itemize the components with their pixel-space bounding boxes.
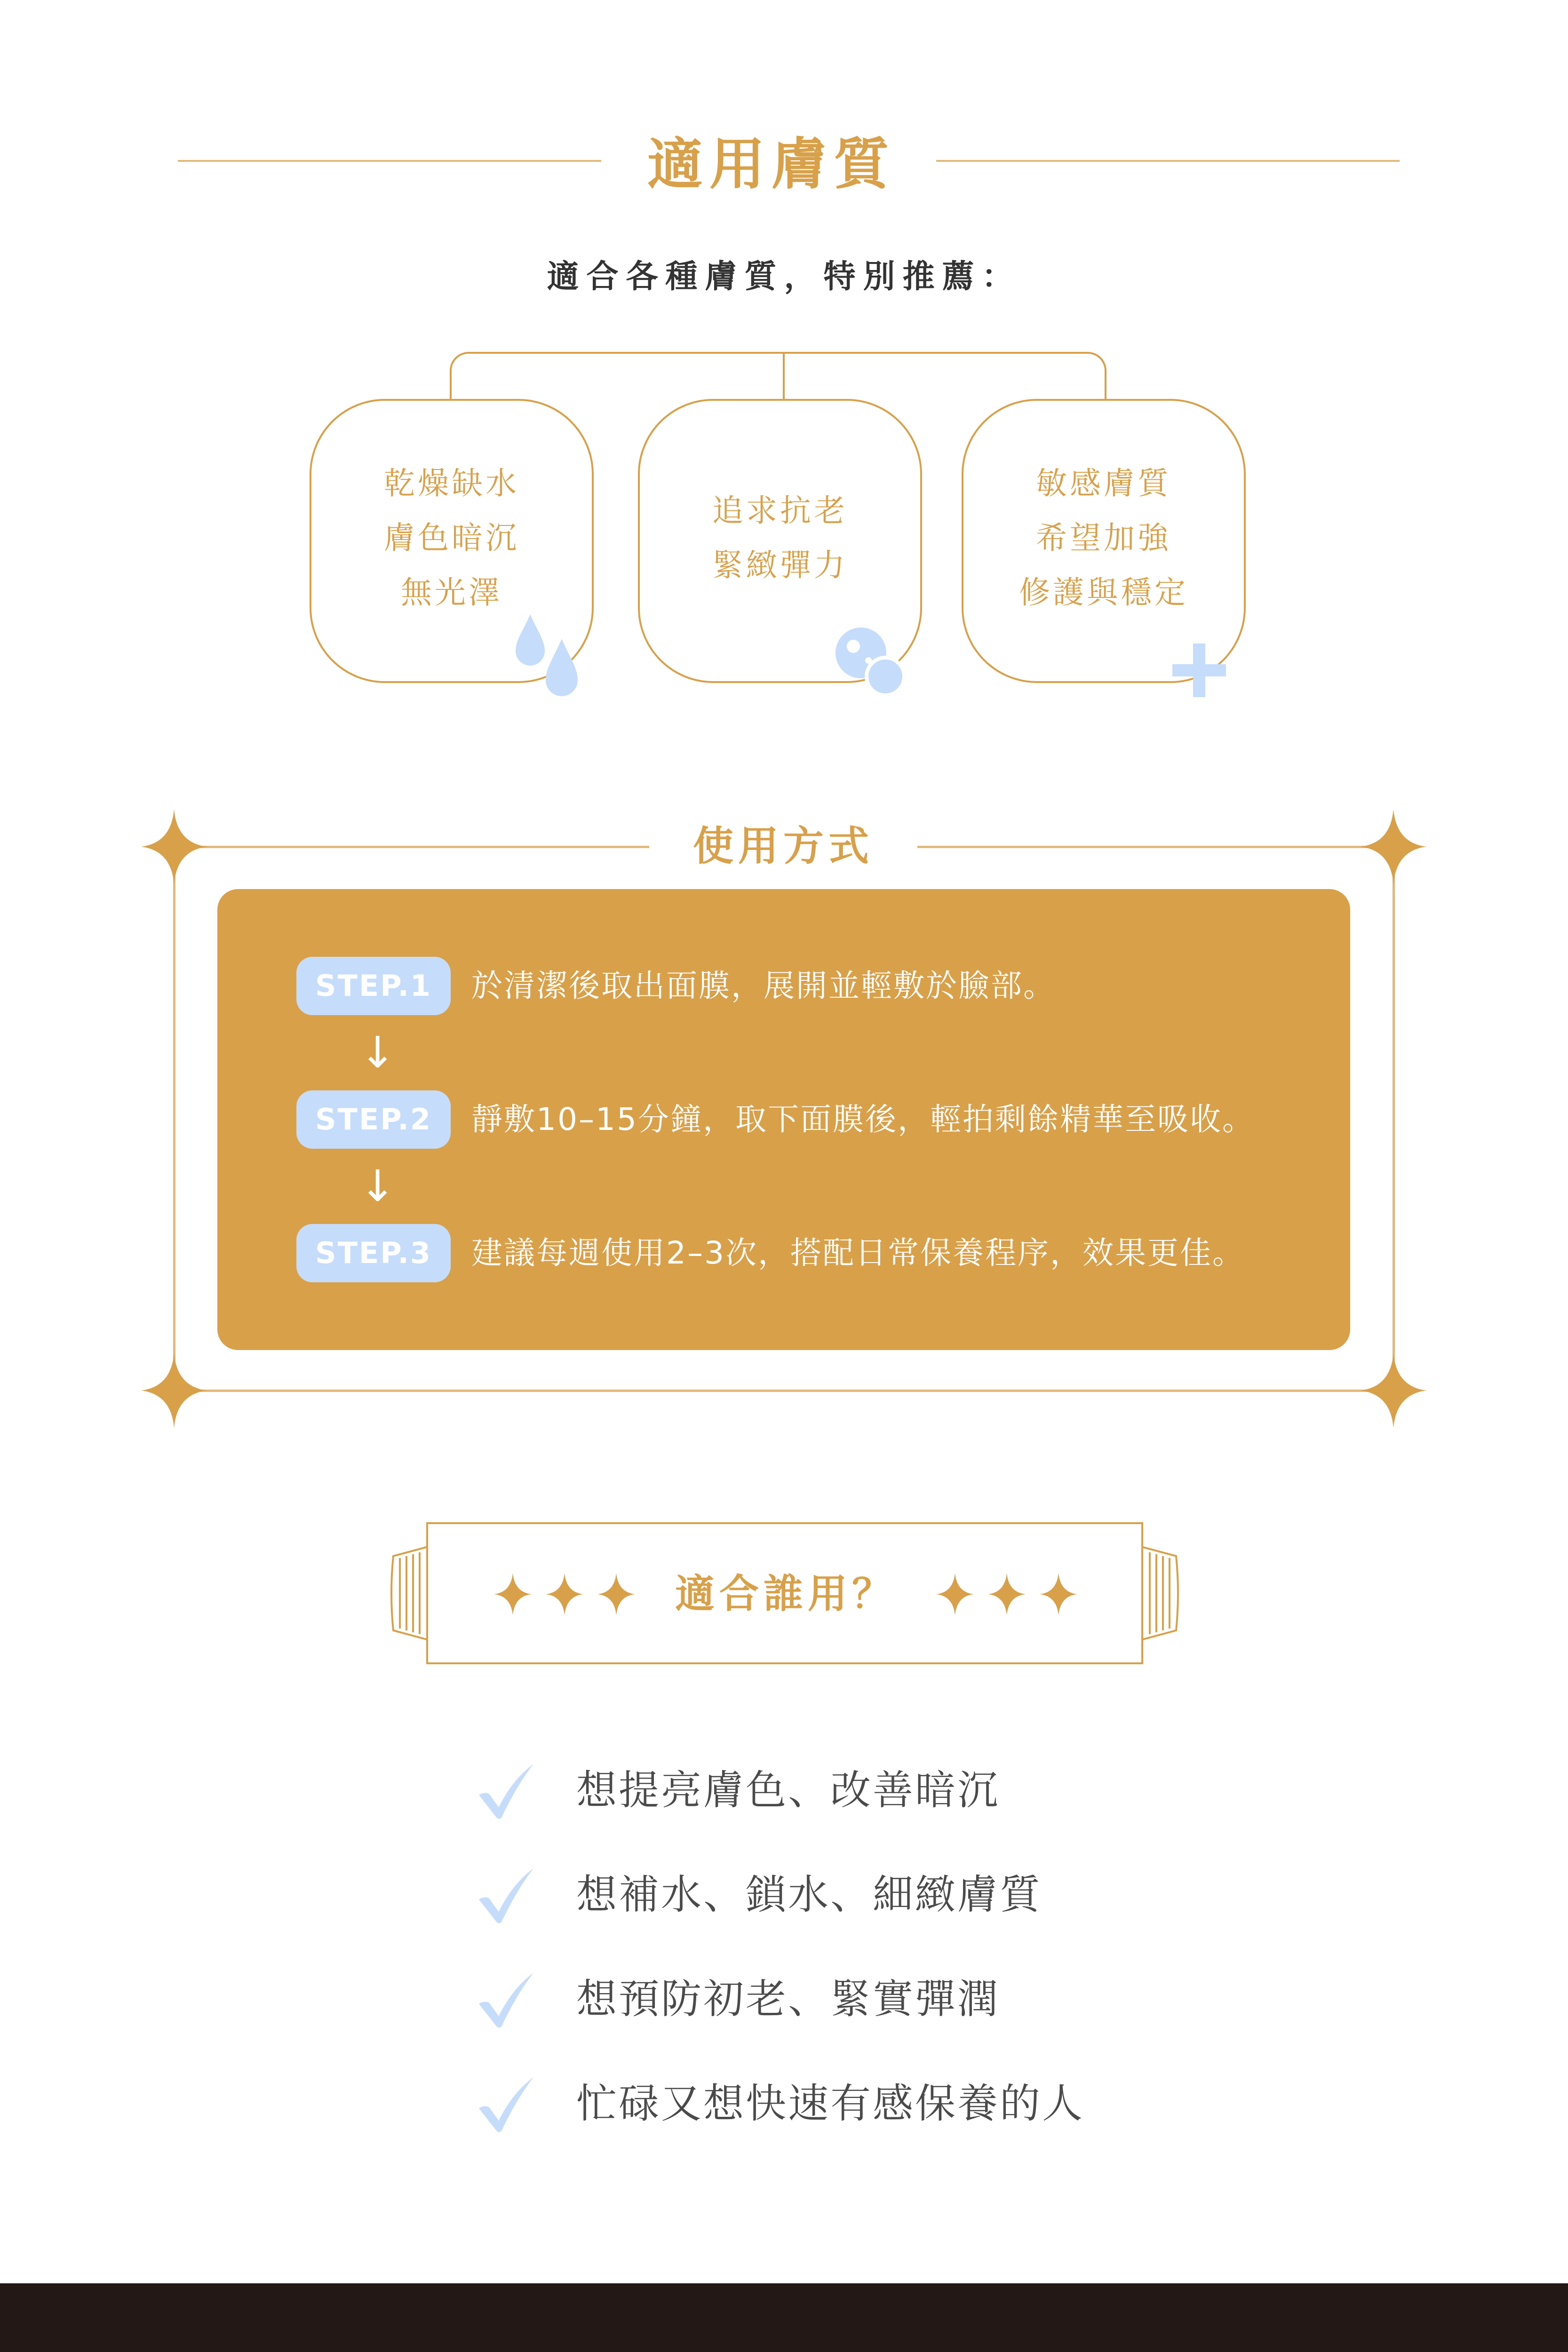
sparkle-corner-icon	[141, 1353, 207, 1428]
sparkle-icon	[494, 1573, 635, 1615]
card-connector	[450, 352, 1106, 401]
banner-right-ribs-icon	[1141, 1546, 1181, 1641]
who-section-title: 適合誰用？	[675, 1571, 896, 1617]
plus-icon	[1169, 640, 1230, 701]
who-banner	[426, 1522, 1143, 1664]
who-list-text: 忙碌又想快速有感保養的人	[576, 2080, 1084, 2127]
frame-bottom	[174, 1390, 1393, 1392]
step-text: 靜敷10–15分鐘，取下面膜後，輕拍剩餘精華至吸收。	[471, 1101, 1255, 1137]
step-text: 於清潔後取出面膜，展開並輕敷於臉部。	[471, 968, 1056, 1004]
checkmark-icon	[475, 1865, 536, 1925]
skin-card-line: 膚色暗沉	[384, 520, 519, 556]
water-drops-icon	[509, 610, 584, 704]
title-rule-left	[178, 160, 601, 162]
who-list-item	[475, 1862, 1181, 1928]
skin-card-line: 修護與穩定	[1019, 574, 1188, 611]
bubbles-icon	[832, 625, 907, 700]
who-list-text: 想預防初老、緊實彈潤	[576, 1976, 1000, 2023]
title-rule-right	[936, 160, 1400, 162]
checkmark-icon	[475, 2074, 536, 2134]
skin-section-title: 適用膚質	[647, 132, 896, 197]
skin-card-line: 追求抗老	[712, 493, 848, 529]
card-connector-center	[783, 352, 785, 401]
checkmark-icon	[475, 1760, 536, 1820]
banner-left-ribs-icon	[389, 1546, 428, 1641]
ingredients-footer	[0, 2283, 1568, 2352]
sparkle-corner-icon	[1361, 809, 1426, 884]
skin-card-line: 無光澤	[401, 574, 502, 611]
checkmark-icon	[475, 1969, 536, 2029]
usage-steps-box	[217, 889, 1350, 1350]
sparkle-corner-icon	[1361, 1353, 1426, 1428]
step-badge: STEP.3	[296, 1224, 451, 1282]
who-list-item	[475, 1757, 1181, 1823]
frame-top-left	[174, 846, 649, 848]
who-list-text: 想提亮膚色、改善暗沉	[576, 1767, 1000, 1814]
usage-section-title: 使用方式	[693, 823, 874, 870]
sparkle-corner-icon	[141, 809, 207, 884]
step-badge: STEP.1	[296, 957, 451, 1015]
who-list-text: 想補水、鎖水、細緻膚質	[576, 1871, 1042, 1918]
skin-card-line: 希望加強	[1036, 520, 1171, 556]
skin-card-line: 敏感膚質	[1036, 465, 1171, 501]
who-list-item	[475, 1966, 1181, 2032]
down-arrow-icon: ↓	[359, 1027, 396, 1078]
skin-section-subtitle: 適合各種膚質，特別推薦：	[547, 258, 1021, 295]
frame-right	[1393, 847, 1395, 1391]
sparkle-icon	[936, 1573, 1077, 1615]
skin-card-line: 乾燥缺水	[384, 465, 519, 501]
step-badge: STEP.2	[296, 1090, 451, 1149]
step-text: 建議每週使用2–3次，搭配日常保養程序，效果更佳。	[471, 1235, 1245, 1271]
down-arrow-icon: ↓	[359, 1161, 396, 1211]
frame-top-right	[917, 846, 1393, 848]
frame-left	[173, 847, 175, 1391]
who-list-item	[475, 2071, 1181, 2137]
skin-card-line: 緊緻彈力	[712, 547, 848, 583]
